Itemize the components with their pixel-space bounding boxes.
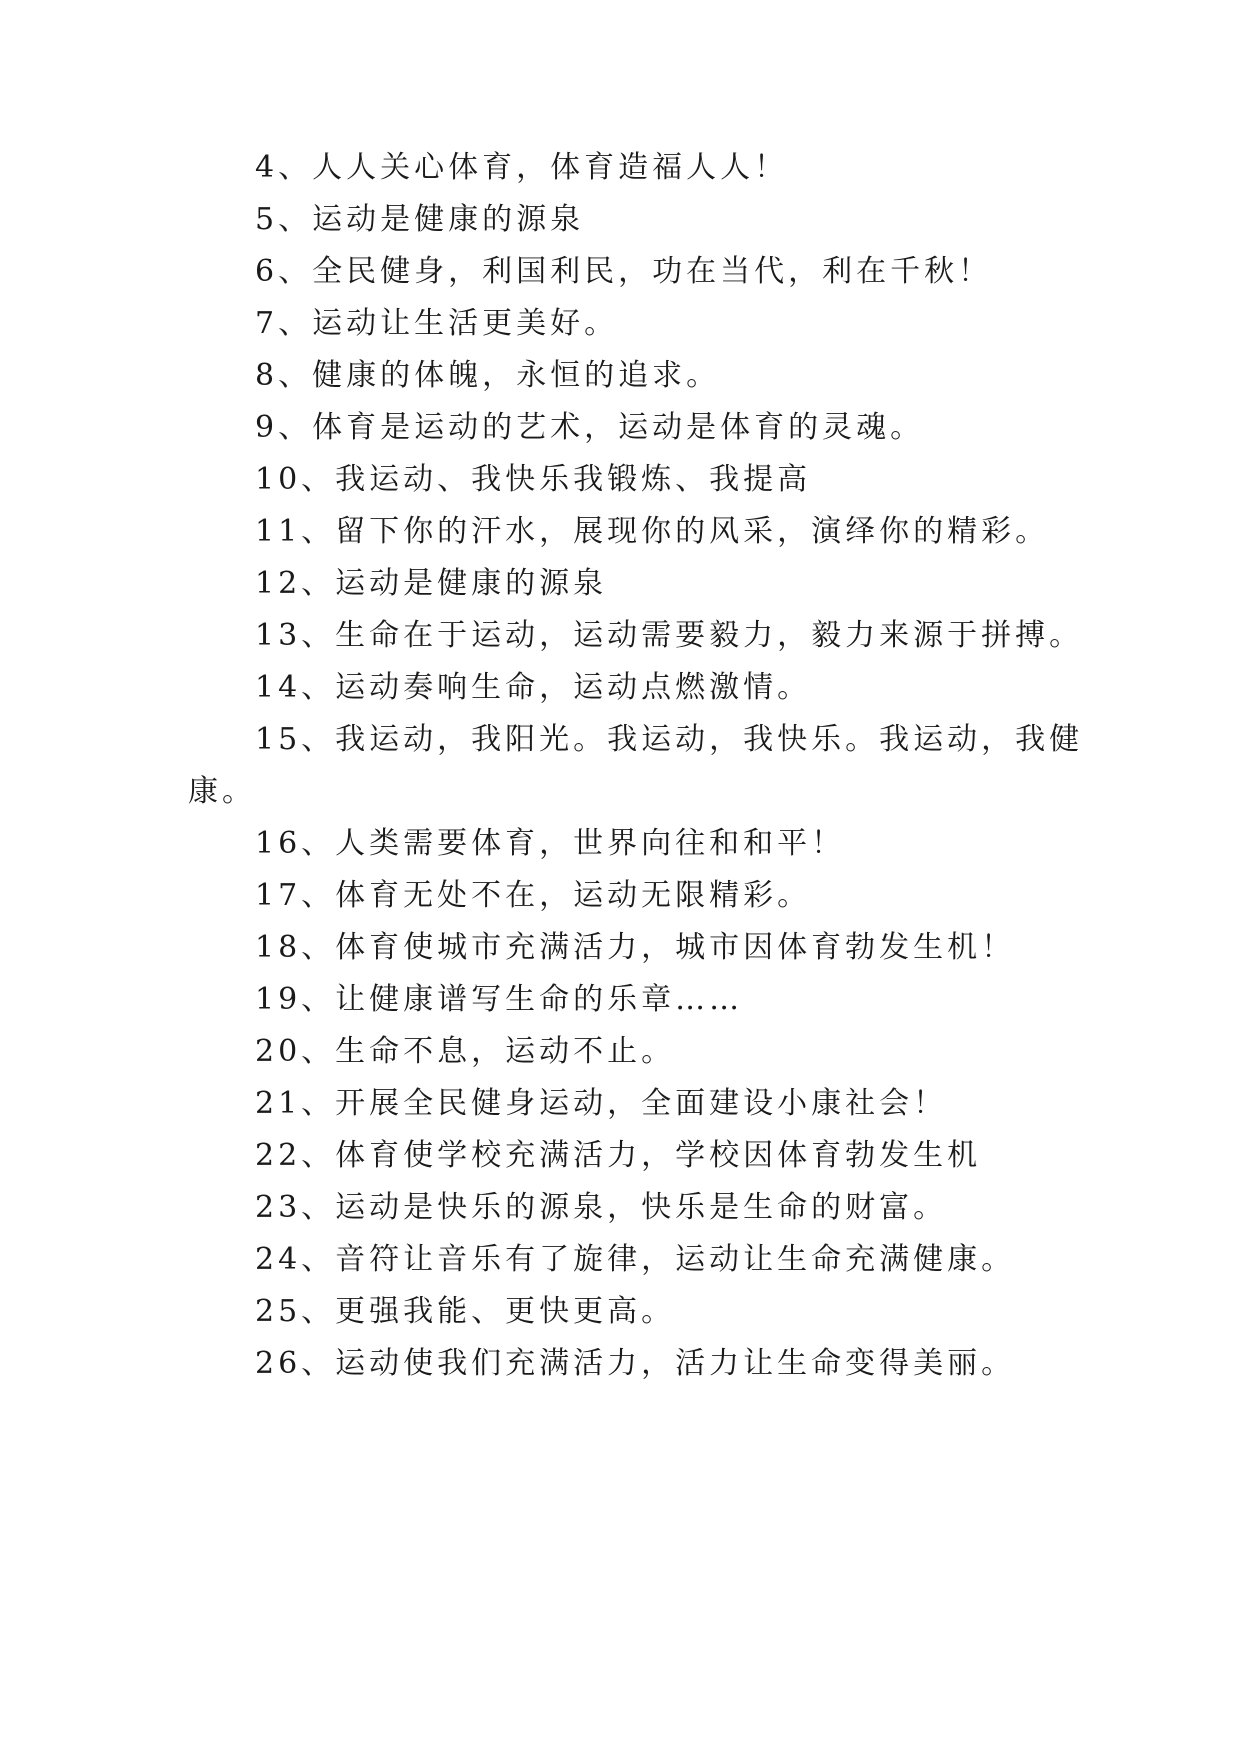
slogan-line-21: 21、开展全民健身运动，全面建设小康社会！ bbox=[255, 1086, 948, 1121]
slogan-line-4: 4、人人关心体育，体育造福人人！ bbox=[255, 150, 789, 185]
slogan-line-9: 9、体育是运动的艺术，运动是体育的灵魂。 bbox=[255, 410, 925, 445]
slogan-line-15: 15、我运动，我阳光。我运动，我快乐。我运动，我健 bbox=[255, 722, 1084, 757]
slogan-line-14: 14、运动奏响生命，运动点燃激情。 bbox=[255, 670, 812, 705]
slogan-line-5: 5、运动是健康的源泉 bbox=[255, 202, 585, 237]
slogan-line-11: 11、留下你的汗水，展现你的风采，演绎你的精彩。 bbox=[255, 514, 1050, 549]
slogan-line-26: 26、运动使我们充满活力，活力让生命变得美丽。 bbox=[255, 1346, 1016, 1381]
slogan-line-22: 22、体育使学校充满活力，学校因体育勃发生机 bbox=[255, 1138, 982, 1173]
slogan-line-7: 7、运动让生活更美好。 bbox=[255, 306, 619, 341]
slogan-line-24: 24、音符让音乐有了旋律，运动让生命充满健康。 bbox=[255, 1242, 1016, 1277]
slogan-line-12: 12、运动是健康的源泉 bbox=[255, 566, 608, 601]
slogan-line-25: 25、更强我能、更快更高。 bbox=[255, 1294, 676, 1329]
slogan-line-13: 13、生命在于运动，运动需要毅力，毅力来源于拼搏。 bbox=[255, 618, 1084, 653]
slogan-line-23: 23、运动是快乐的源泉，快乐是生命的财富。 bbox=[255, 1190, 948, 1225]
slogan-line-6: 6、全民健身，利国利民，功在当代，利在千秋！ bbox=[255, 254, 993, 289]
slogan-line-20: 20、生命不息，运动不止。 bbox=[255, 1034, 676, 1069]
slogan-line-8: 8、健康的体魄，永恒的追求。 bbox=[255, 358, 721, 393]
slogan-line-18: 18、体育使城市充满活力，城市因体育勃发生机！ bbox=[255, 930, 1016, 965]
slogan-line-19: 19、让健康谱写生命的乐章…… bbox=[255, 982, 744, 1017]
slogan-line-16: 16、人类需要体育，世界向往和和平！ bbox=[255, 826, 846, 861]
slogan-line-10: 10、我运动、我快乐我锻炼、我提高 bbox=[255, 462, 812, 497]
slogan-line-17: 17、体育无处不在，运动无限精彩。 bbox=[255, 878, 812, 913]
slogan-line-15-continued: 康。 bbox=[188, 774, 256, 809]
